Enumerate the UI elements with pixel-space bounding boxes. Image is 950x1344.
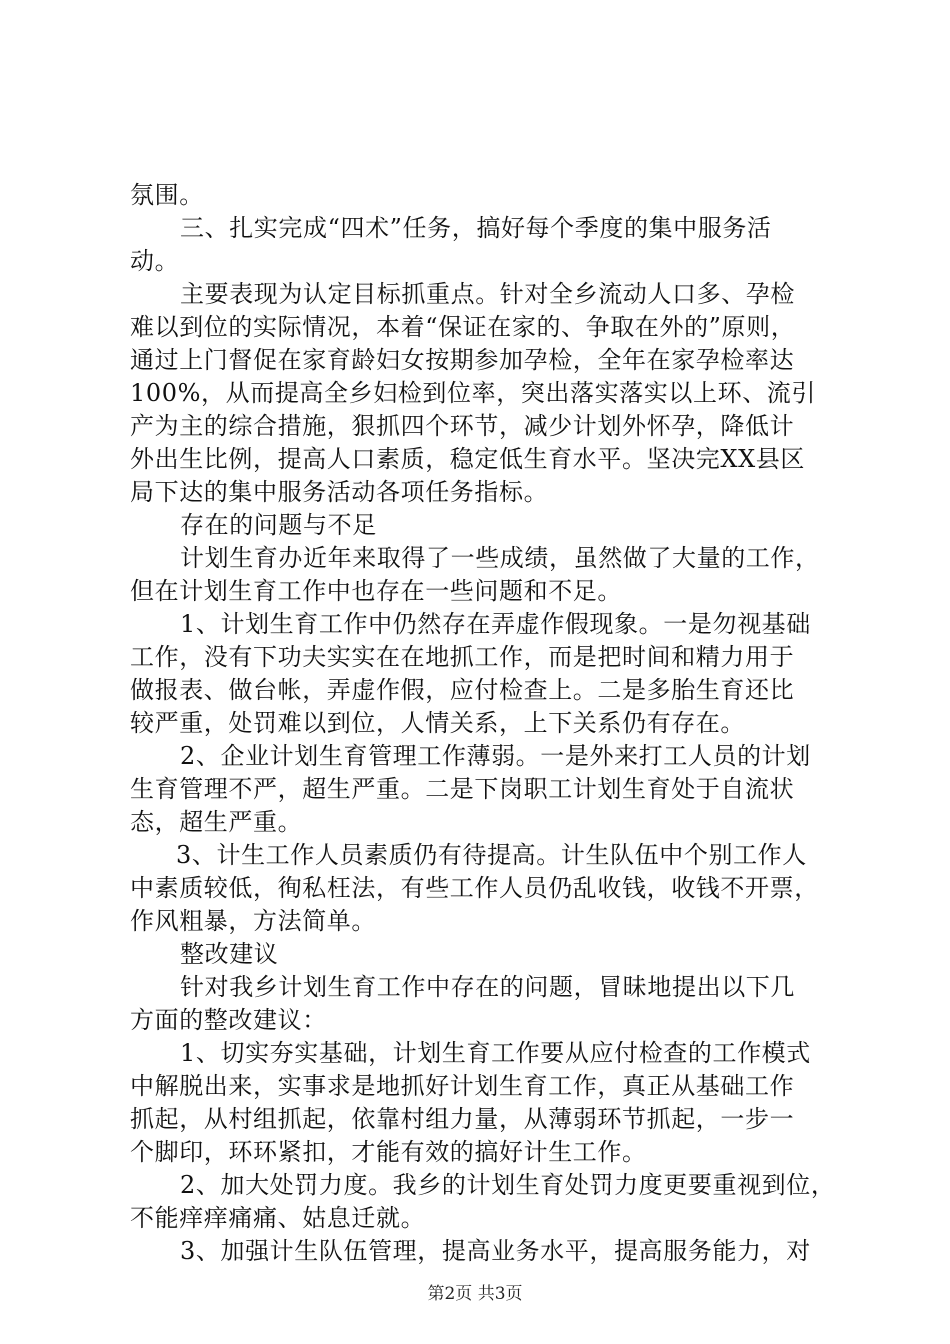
text-line: 较严重，处罚难以到位，人情关系，上下关系仍有存在。 bbox=[130, 709, 745, 737]
text-line: 外出生比例，提高人口素质，稳定低生育水平。坚决完XX县区 bbox=[130, 445, 805, 473]
text-line: 主要表现为认定目标抓重点。针对全乡流动人口多、孕检 bbox=[180, 280, 795, 308]
text-line: 针对我乡计划生育工作中存在的问题，冒昧地提出以下几 bbox=[180, 973, 795, 1001]
text-line: 中解脱出来，实事求是地抓好计划生育工作，真正从基础工作 bbox=[130, 1072, 795, 1100]
text-line: 个脚印，环环紧扣，才能有效的搞好计生工作。 bbox=[130, 1138, 647, 1166]
text-line: 生育管理不严，超生严重。二是下岗职工计划生育处于自流状 bbox=[130, 775, 795, 803]
text-line: 三、扎实完成“四术”任务，搞好每个季度的集中服务活 bbox=[180, 214, 772, 242]
section-heading: 存在的问题与不足 bbox=[180, 511, 377, 539]
text-line: 作风粗暴，方法简单。 bbox=[130, 907, 376, 935]
text-line: 1、计划生育工作中仍然存在弄虚作假现象。一是勿视基础 bbox=[180, 610, 811, 638]
text-line: 抓起，从村组抓起，依靠村组力量，从薄弱环节抓起，一步一 bbox=[130, 1105, 795, 1133]
text-line: 工作，没有下功夫实实在在地抓工作，而是把时间和精力用于 bbox=[130, 643, 795, 671]
text-line: 2、加大处罚力度。我乡的计划生育处罚力度更要重视到位， bbox=[180, 1171, 836, 1199]
text-line: 不能痒痒痛痛、姑息迁就。 bbox=[130, 1204, 426, 1232]
text-line: 难以到位的实际情况，本着“保证在家的、争取在外的”原则， bbox=[130, 313, 796, 341]
text-line: 3、加强计生队伍管理，提高业务水平，提高服务能力，对 bbox=[180, 1237, 811, 1265]
text-line: 100%，从而提高全乡妇检到位率，突出落实落实以上环、流引 bbox=[130, 379, 817, 407]
text-line: 氛围。 bbox=[130, 181, 204, 209]
text-line: 通过上门督促在家育龄妇女按期参加孕检，全年在家孕检率达 bbox=[130, 346, 795, 374]
text-line: 态，超生严重。 bbox=[130, 808, 303, 836]
text-line: 动。 bbox=[130, 247, 180, 275]
page-number-footer: 第2页 共3页 bbox=[427, 1284, 523, 1304]
text-line: 计划生育办近年来取得了一些成绩，虽然做了大量的工作， bbox=[180, 544, 820, 572]
text-line: 3、计生工作人员素质仍有待提高。计生队伍中个别工作人 bbox=[176, 841, 807, 869]
text-line: 但在计划生育工作中也存在一些问题和不足。 bbox=[130, 577, 622, 605]
text-line: 局下达的集中服务活动各项任务指标。 bbox=[130, 478, 549, 506]
text-line: 1、切实夯实基础，计划生育工作要从应付检查的工作模式 bbox=[180, 1039, 811, 1067]
text-line: 2、企业计划生育管理工作薄弱。一是外来打工人员的计划 bbox=[180, 742, 811, 770]
text-line: 中素质较低，徇私枉法，有些工作人员仍乱收钱，收钱不开票， bbox=[130, 874, 819, 902]
text-line: 产为主的综合措施，狠抓四个环节，减少计划外怀孕，降低计 bbox=[130, 412, 795, 440]
section-heading: 整改建议 bbox=[180, 940, 279, 968]
text-line: 做报表、做台帐，弄虚作假，应付检查上。二是多胎生育还比 bbox=[130, 676, 795, 704]
text-line: 方面的整改建议： bbox=[130, 1006, 327, 1034]
